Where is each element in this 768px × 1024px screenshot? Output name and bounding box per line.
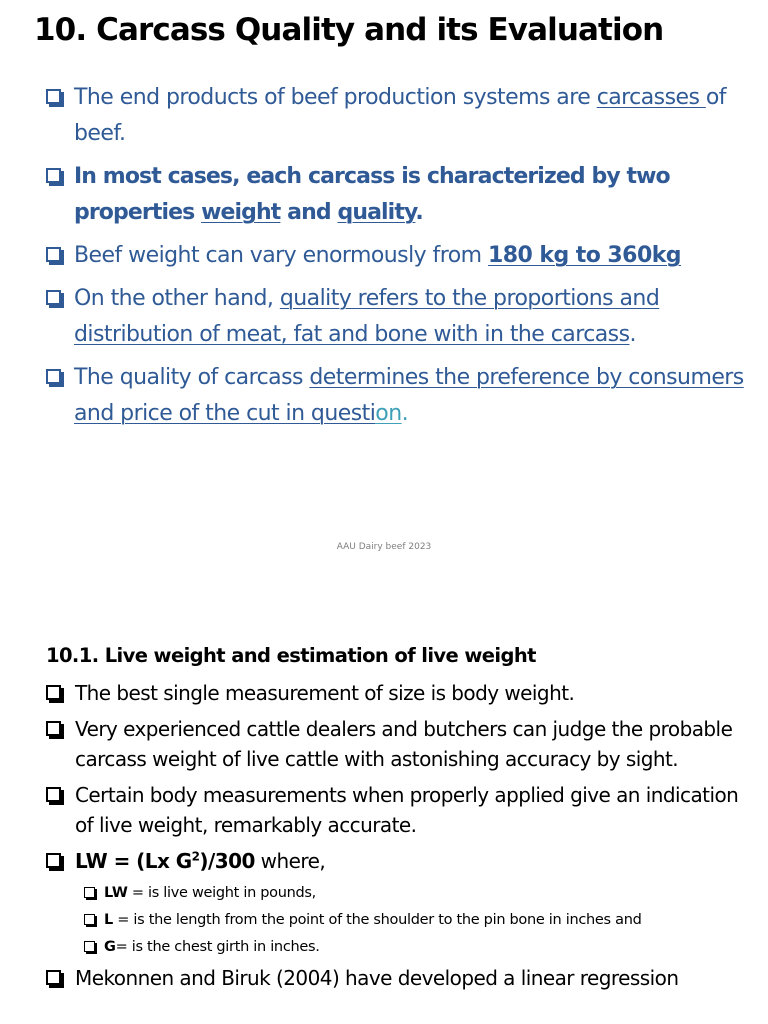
underlined-term: quality [337, 200, 416, 225]
definition-text: = is live weight in pounds, [127, 885, 316, 901]
underlined-term: quality refers to the proportions and distribution of meat, fat and bone with in the carcass [74, 286, 660, 347]
definition-item [84, 880, 762, 907]
formula-suffix: where, [254, 849, 326, 873]
bullet-text: . [401, 401, 409, 426]
formula-exponent: 2 [191, 849, 200, 864]
definition-item [84, 907, 762, 934]
list-item [46, 963, 762, 993]
checkbox-bullet-icon [46, 685, 61, 700]
bullet-text: Mekonnen and Biruk (2004) have developed a linear regression [75, 966, 679, 990]
checkbox-bullet-icon [84, 914, 95, 925]
list-item [46, 281, 762, 353]
checkbox-bullet-icon [46, 970, 61, 985]
checkbox-bullet-icon [46, 853, 61, 868]
bullet-text: and [280, 200, 338, 225]
definition-list [84, 880, 762, 961]
list-item [46, 714, 762, 774]
formula-text [75, 849, 255, 873]
checkbox-bullet-icon [46, 247, 61, 262]
definition-text: = is the length from the point of the shoulder to the pin bone in inches and [112, 912, 642, 928]
bullet-text: Certain body measurements when properly applied give an indication of live weight, remarkably accurate. [75, 783, 739, 837]
list-item-formula [46, 846, 762, 961]
checkbox-bullet-icon [84, 941, 95, 952]
checkbox-bullet-icon [46, 89, 61, 104]
section-title: 10.1. Live weight and estimation of live weight [46, 644, 536, 667]
checkbox-bullet-icon [46, 168, 61, 183]
bullet-text: The end products of beef production systems are [74, 85, 597, 110]
bullet-text: . [629, 322, 636, 347]
underlined-term: 180 kg to 360kg [488, 243, 681, 268]
underlined-term: determines the preference by consumers and price of the cut in questi [74, 365, 744, 426]
slide-footer: AAU Dairy beef 2023 [336, 542, 432, 552]
underlined-term: weight [201, 200, 281, 225]
definition-text: = is the chest girth in inches. [115, 939, 320, 955]
list-item [46, 159, 762, 231]
bullet-text: The quality of carcass [74, 365, 310, 390]
checkbox-bullet-icon [46, 369, 61, 384]
list-item [46, 80, 762, 152]
formula-part: )/300 [199, 849, 255, 873]
list-item [46, 780, 762, 840]
bullet-text: Beef weight can vary enormously from [74, 243, 489, 268]
bullet-text: Very experienced cattle dealers and butchers can judge the probable carcass weight of live cattle with astonishing accuracy by sight. [75, 717, 733, 771]
underlined-term: on [375, 401, 402, 426]
definition-term: LW [104, 885, 128, 901]
bullet-text: In most cases, each carcass is characterized by two properties [74, 164, 670, 225]
slide-live-weight [0, 620, 768, 1024]
list-item [46, 238, 762, 274]
definition-term: L [104, 912, 113, 928]
checkbox-bullet-icon [84, 887, 95, 898]
checkbox-bullet-icon [46, 721, 61, 736]
list-item [46, 678, 762, 708]
definition-item [84, 934, 762, 961]
bullet-text: The best single measurement of size is body weight. [75, 681, 575, 705]
underlined-term: carcasses [596, 85, 706, 110]
definition-term: G [104, 939, 116, 955]
bullet-list [46, 678, 762, 999]
bullet-list [46, 80, 762, 439]
bullet-text: On the other hand, [74, 286, 280, 311]
bullet-text: of beef. [74, 85, 726, 146]
page-title: 10. Carcass Quality and its Evaluation [34, 12, 664, 48]
checkbox-bullet-icon [46, 787, 61, 802]
bullet-text: . [415, 200, 423, 225]
formula-part: LW = (Lx G [75, 849, 192, 873]
list-item [46, 360, 762, 432]
checkbox-bullet-icon [46, 290, 61, 305]
